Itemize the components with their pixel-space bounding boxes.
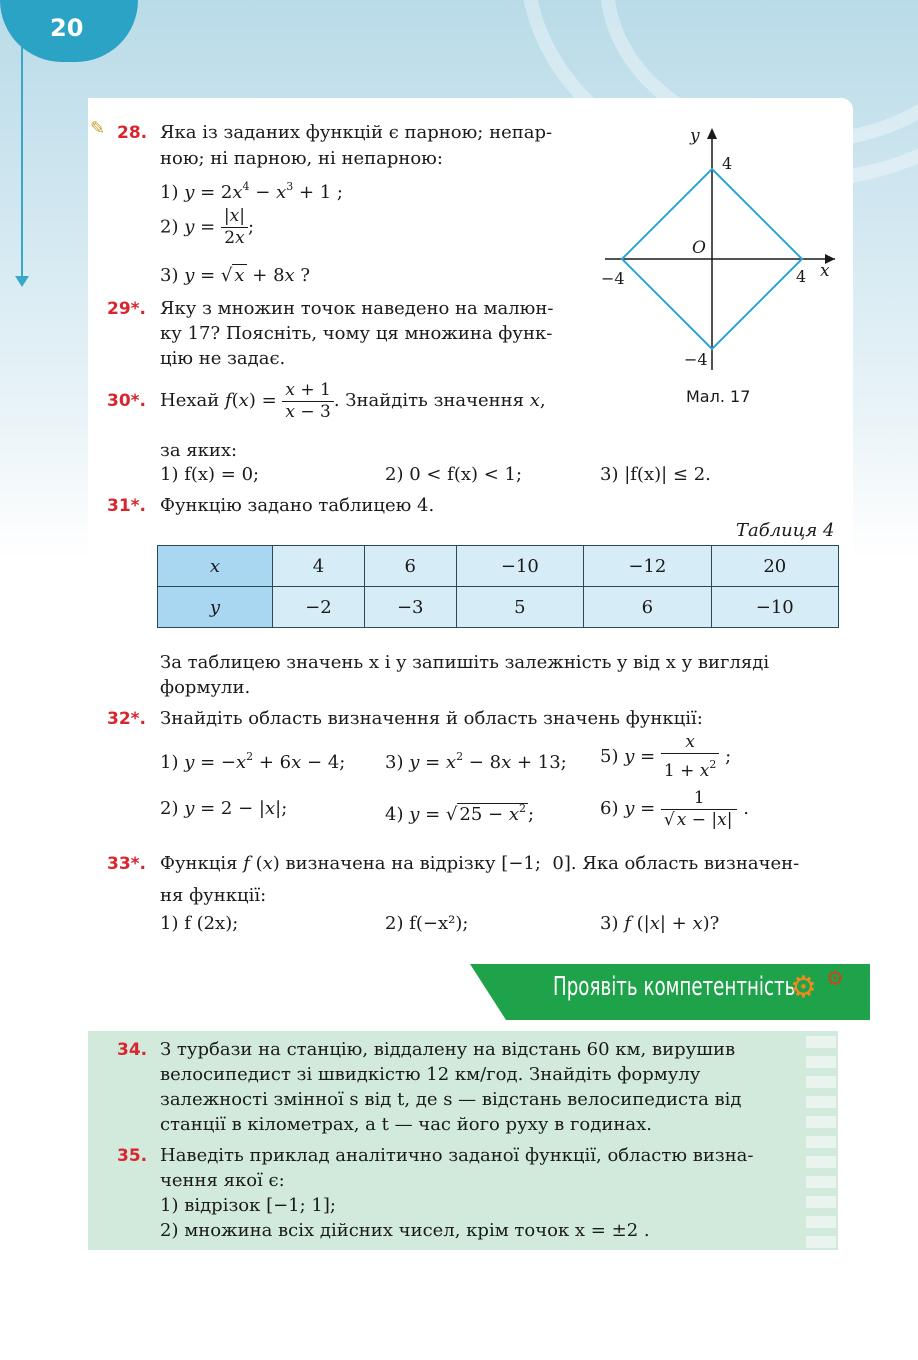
table-row xyxy=(158,587,839,628)
option-1: 1) $y = 2x^4 - x^3 + 1$ ; xyxy=(160,180,343,203)
problem-number: 29*. xyxy=(107,299,147,319)
page-number: 20 xyxy=(50,14,84,42)
problem-number: 30*. xyxy=(107,391,147,411)
option-6: 6) y = $\frac{1}{√ x - |x|}$ . xyxy=(600,787,749,830)
problem-number: 31*. xyxy=(107,496,147,516)
table-cell: −12 xyxy=(584,546,711,587)
tick-label: −4 xyxy=(684,350,708,369)
table-cell: −3 xyxy=(364,587,456,628)
option-5: 5) y = $\frac{x}{1 + x^2}$ ; xyxy=(600,732,732,781)
figure-17 xyxy=(595,120,845,380)
table-header-cell: x xyxy=(158,546,273,587)
problem-text: Яка із заданих функцій є парною; непар- xyxy=(160,122,553,143)
decorative-stripe xyxy=(806,1036,836,1248)
table-header-cell: y xyxy=(158,587,273,628)
problem-text: З турбази на станцію, віддалену на відстань 60 км, вирушив xyxy=(160,1039,736,1060)
table-cell: 6 xyxy=(584,587,711,628)
option-2: 2) y = $\frac{|x|}{2x}$ ; xyxy=(160,206,255,248)
table-row xyxy=(158,546,839,587)
option-2: 2) f(−x²); xyxy=(385,913,469,934)
table-cell: −10 xyxy=(456,546,583,587)
problem-text: Функцію задано таблицею 4. xyxy=(160,495,435,516)
problem-text: станції в кілометрах, а t — час його руху в годинах. xyxy=(160,1114,652,1135)
gear-icon: ⚙ xyxy=(826,966,844,990)
problem-text: 2) множина всіх дійсних чисел, крім точок x = ±2 . xyxy=(160,1220,650,1241)
problem-text: Функція f (x) визначена на відрізку [−1; 0]. Яка область визначен- xyxy=(160,853,800,874)
side-guide-arrow-icon xyxy=(15,276,29,287)
problem-number: 32*. xyxy=(107,709,147,729)
table-cell: −2 xyxy=(273,587,365,628)
axis-label-y: y xyxy=(690,126,700,146)
problem-number: 34. xyxy=(117,1040,148,1060)
figure-caption: Мал. 17 xyxy=(686,387,751,406)
table-cell: 20 xyxy=(711,546,838,587)
tick-label: 4 xyxy=(722,154,733,173)
problem-text: Яку з множин точок наведено на малюн- xyxy=(160,298,554,319)
side-guide-line xyxy=(21,40,23,280)
problem-number: 35. xyxy=(117,1146,148,1166)
y-axis-arrow-icon xyxy=(707,128,717,139)
gear-icon: ⚙ xyxy=(790,970,817,1005)
problem-number: 28. xyxy=(117,123,148,143)
option-3: 3) |f(x)| ≤ 2. xyxy=(600,464,711,485)
problem-number: 33*. xyxy=(107,854,147,874)
table-title: Таблиця 4 xyxy=(736,520,835,541)
problem-text: ня функції: xyxy=(160,885,267,906)
problem-text: залежності змінної s від t, де s — відстань велосипедиста від xyxy=(160,1089,742,1110)
axis-label-x: x xyxy=(820,261,830,281)
tick-label: 4 xyxy=(796,267,807,286)
problem-text: за яких: xyxy=(160,440,238,461)
tick-label: −4 xyxy=(601,269,625,288)
lamp-icon: ✎ xyxy=(90,118,106,139)
table-cell: −10 xyxy=(711,587,838,628)
values-table xyxy=(157,545,839,628)
problem-text: цію не задає. xyxy=(160,348,286,369)
option-4: 4) y = √ $25 - x^2$ ; xyxy=(385,802,535,825)
option-2: 2) 0 < f(x) < 1; xyxy=(385,464,523,485)
problem-text: ною; ні парною, ні непарною: xyxy=(160,148,443,169)
origin-label: O xyxy=(692,238,706,258)
problem-text: велосипедист зі швидкістю 12 км/год. Знайдіть формулу xyxy=(160,1064,701,1085)
table-cell: 6 xyxy=(364,546,456,587)
problem-text: формули. xyxy=(160,677,251,698)
option-3: 3) f (|x| + x)? xyxy=(600,913,720,934)
option-1: 1) f (2x); xyxy=(160,913,239,934)
problem-text: 1) відрізок [−1; 1]; xyxy=(160,1195,336,1216)
banner-title: Проявіть компетентність xyxy=(553,972,796,1002)
table-cell: 5 xyxy=(456,587,583,628)
problem-text: чення якої є: xyxy=(160,1170,285,1191)
table-cell: 4 xyxy=(273,546,365,587)
option-1: 1) $y = -x^2 + 6x - 4$; xyxy=(160,750,346,773)
option-3: 3) $y = x^2 - 8x + 13$; xyxy=(385,750,567,773)
problem-text: Знайдіть область визначення й область значень функції: xyxy=(160,708,703,729)
option-1: 1) f(x) = 0; xyxy=(160,464,260,485)
option-2: 2) y = 2 − |x|; xyxy=(160,798,288,819)
problem-text: Нехай f(x) = $\frac{x + 1}{x - 3}$ . Знайдіть значення x, xyxy=(160,379,546,422)
option-3: 3) y = √ x + 8x ? xyxy=(160,265,311,286)
problem-text: Наведіть приклад аналітично заданої функції, областю визна- xyxy=(160,1145,754,1166)
problem-text: За таблицею значень x і y запишіть залежність y від x у вигляді xyxy=(160,652,770,673)
problem-text: ку 17? Поясніть, чому ця множина функ- xyxy=(160,323,553,344)
